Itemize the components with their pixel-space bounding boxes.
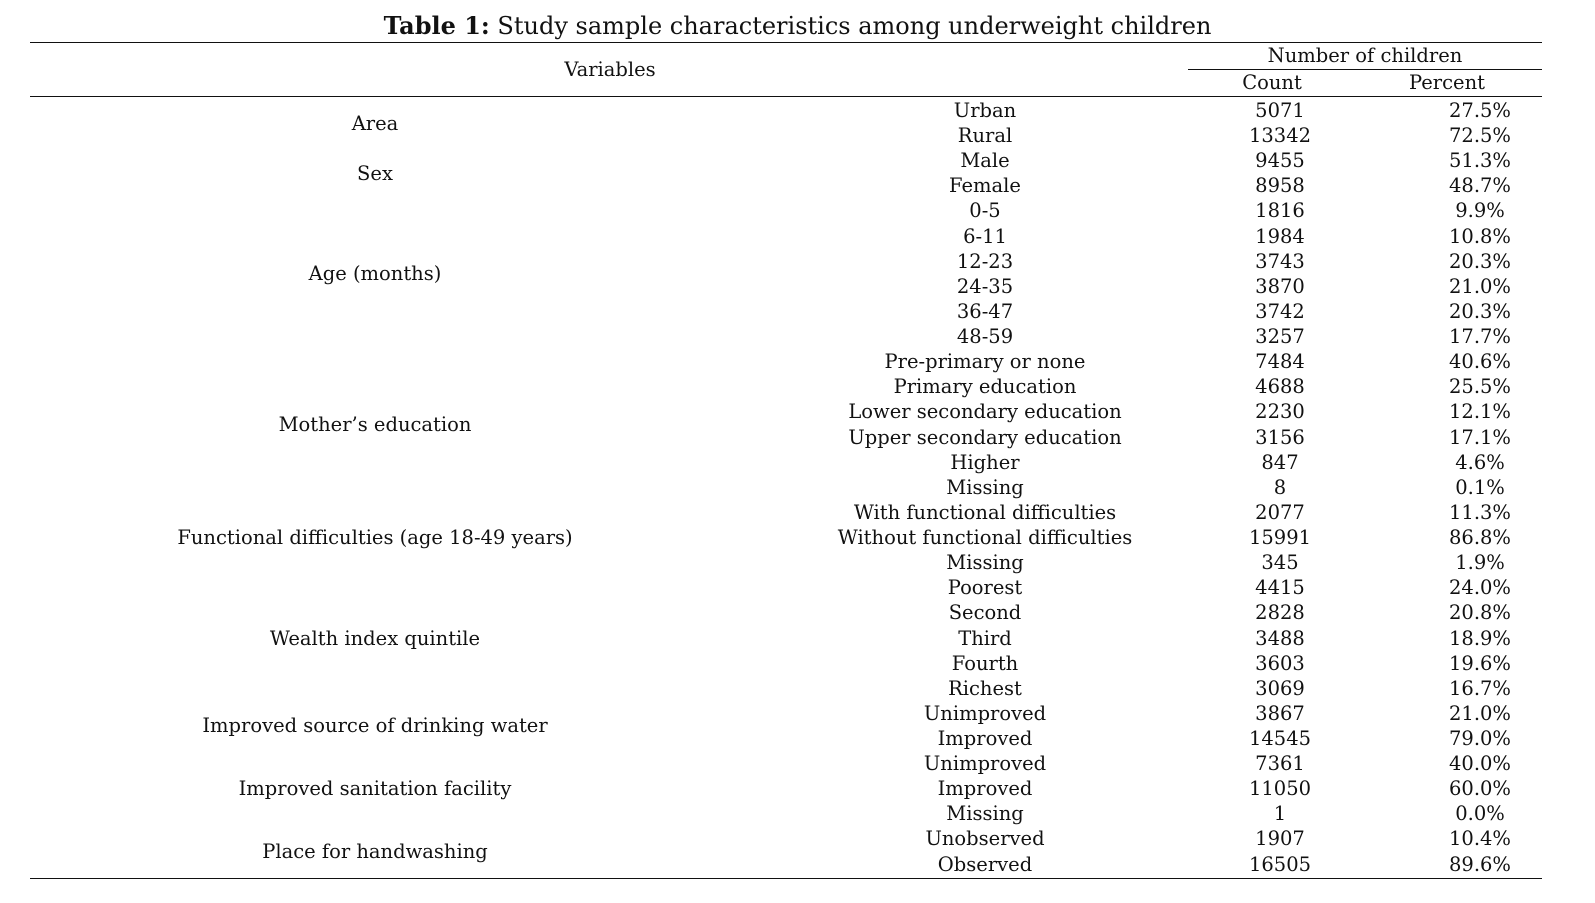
variable-group-label: Area xyxy=(351,111,399,135)
count-cell: 3742 xyxy=(1255,299,1305,323)
variable-group-label: Sex xyxy=(357,161,393,185)
count-cell: 8 xyxy=(1273,475,1287,499)
count-cell: 1907 xyxy=(1255,827,1305,851)
category-cell: Third xyxy=(958,626,1012,650)
count-cell: 3069 xyxy=(1255,676,1305,700)
table-title xyxy=(0,10,1595,42)
count-cell: 5071 xyxy=(1255,99,1305,122)
count-cell: 9455 xyxy=(1255,149,1305,173)
category-cell: 12-23 xyxy=(956,249,1014,273)
category-cell: 48-59 xyxy=(956,325,1014,349)
category-cell: Urban xyxy=(953,99,1017,122)
category-cell: Pre-primary or none xyxy=(884,350,1086,374)
variable-group-label: Improved source of drinking water xyxy=(202,714,548,738)
percent-cell: 11.3% xyxy=(1449,500,1511,524)
variable-group-label: Age (months) xyxy=(308,262,442,286)
count-cell: 847 xyxy=(1261,450,1299,474)
category-cell: Unobserved xyxy=(925,827,1045,851)
count-cell: 13342 xyxy=(1248,124,1312,148)
category-cell: Higher xyxy=(950,450,1020,474)
count-cell: 3603 xyxy=(1255,651,1305,675)
count-cell: 2828 xyxy=(1255,601,1305,625)
table-title-text: Study sample characteristics among underweight children xyxy=(497,12,1212,40)
category-cell: Rural xyxy=(957,124,1013,148)
header-number-of-children: Number of children xyxy=(1267,44,1463,67)
variable-group-label: Mother’s education xyxy=(278,413,472,437)
category-cell: 36-47 xyxy=(956,299,1014,323)
header-variables: Variables xyxy=(564,58,656,81)
count-cell: 15991 xyxy=(1248,526,1312,550)
count-cell: 1984 xyxy=(1255,224,1305,248)
category-cell: Improved xyxy=(937,777,1033,801)
percent-cell: 10.4% xyxy=(1449,827,1511,851)
count-cell: 8958 xyxy=(1255,174,1305,198)
percent-cell: 16.7% xyxy=(1449,676,1511,700)
variable-group-label: Wealth index quintile xyxy=(269,626,481,650)
count-cell: 3867 xyxy=(1255,701,1305,725)
count-cell: 16505 xyxy=(1248,852,1312,876)
percent-cell: 12.1% xyxy=(1449,400,1511,424)
count-cell: 2077 xyxy=(1255,500,1305,524)
count-cell: 1 xyxy=(1273,802,1287,826)
percent-cell: 24.0% xyxy=(1449,576,1511,600)
count-cell: 3488 xyxy=(1255,626,1305,650)
count-cell: 345 xyxy=(1261,551,1299,575)
category-cell: Poorest xyxy=(947,576,1023,600)
category-cell: Improved xyxy=(937,727,1033,750)
category-cell: Missing xyxy=(946,551,1024,575)
count-cell: 11050 xyxy=(1248,777,1312,801)
category-cell: Unimproved xyxy=(923,752,1047,776)
percent-cell: 19.6% xyxy=(1449,651,1511,675)
category-cell: Female xyxy=(949,174,1021,198)
percent-cell: 79.0% xyxy=(1449,727,1511,750)
percent-cell: 72.5% xyxy=(1449,124,1511,148)
percent-cell: 89.6% xyxy=(1449,852,1511,876)
percent-cell: 0.1% xyxy=(1455,475,1505,499)
category-cell: Primary education xyxy=(893,375,1077,399)
percent-cell: 10.8% xyxy=(1449,224,1511,248)
category-cell: Missing xyxy=(946,475,1024,499)
category-cell: With functional difficulties xyxy=(853,500,1117,524)
count-cell: 3870 xyxy=(1255,274,1305,298)
variable-group-label: Functional difficulties (age 18-49 years) xyxy=(177,526,573,550)
count-cell: 1816 xyxy=(1255,199,1305,223)
percent-cell: 20.3% xyxy=(1449,299,1511,323)
variable-group-label: Place for handwashing xyxy=(262,840,488,864)
category-cell: Upper secondary education xyxy=(848,425,1122,449)
category-cell: Richest xyxy=(948,676,1022,700)
percent-cell: 40.0% xyxy=(1449,752,1511,776)
count-cell: 3257 xyxy=(1255,325,1305,349)
percent-cell: 17.7% xyxy=(1449,325,1511,349)
header-count: Count xyxy=(1242,71,1302,94)
category-cell: Second xyxy=(948,601,1022,625)
count-cell: 3743 xyxy=(1255,249,1305,273)
category-cell: Missing xyxy=(946,802,1024,826)
category-cell: Male xyxy=(960,149,1010,173)
percent-cell: 21.0% xyxy=(1449,701,1511,725)
percent-cell: 27.5% xyxy=(1449,99,1511,122)
percent-cell: 86.8% xyxy=(1449,526,1511,550)
percent-cell: 51.3% xyxy=(1449,149,1511,173)
percent-cell: 48.7% xyxy=(1449,174,1511,198)
percent-cell: 17.1% xyxy=(1449,425,1511,449)
percent-cell: 40.6% xyxy=(1449,350,1511,374)
category-cell: 6-11 xyxy=(963,224,1007,248)
header-bottom-rule xyxy=(30,96,1542,97)
count-cell: 7484 xyxy=(1255,350,1305,374)
category-cell: Without functional difficulties xyxy=(837,526,1133,550)
percent-cell: 20.8% xyxy=(1449,601,1511,625)
count-cell: 4415 xyxy=(1255,576,1305,600)
percent-cell: 0.0% xyxy=(1455,802,1505,826)
count-cell: 3156 xyxy=(1255,425,1305,449)
percent-cell: 21.0% xyxy=(1449,274,1511,298)
count-cell: 14545 xyxy=(1248,727,1312,750)
category-cell: Unimproved xyxy=(923,701,1047,725)
percent-cell: 1.9% xyxy=(1455,551,1505,575)
percent-cell: 20.3% xyxy=(1449,249,1511,273)
category-cell: Fourth xyxy=(951,651,1019,675)
table-title-label: Table 1: xyxy=(383,11,490,40)
category-cell: Lower secondary education xyxy=(848,400,1122,424)
percent-cell: 60.0% xyxy=(1449,777,1511,801)
percent-cell: 25.5% xyxy=(1449,375,1511,399)
count-cell: 7361 xyxy=(1255,752,1305,776)
header-percent: Percent xyxy=(1409,71,1485,94)
percent-cell: 18.9% xyxy=(1449,626,1511,650)
category-cell: Observed xyxy=(937,852,1033,876)
category-cell: 24-35 xyxy=(956,274,1014,298)
count-cell: 4688 xyxy=(1255,375,1305,399)
percent-cell: 4.6% xyxy=(1455,450,1505,474)
category-cell: 0-5 xyxy=(969,199,1001,223)
bottom-rule xyxy=(30,878,1542,879)
percent-cell: 9.9% xyxy=(1455,199,1505,223)
count-cell: 2230 xyxy=(1255,400,1305,424)
variable-group-label: Improved sanitation facility xyxy=(238,777,512,801)
